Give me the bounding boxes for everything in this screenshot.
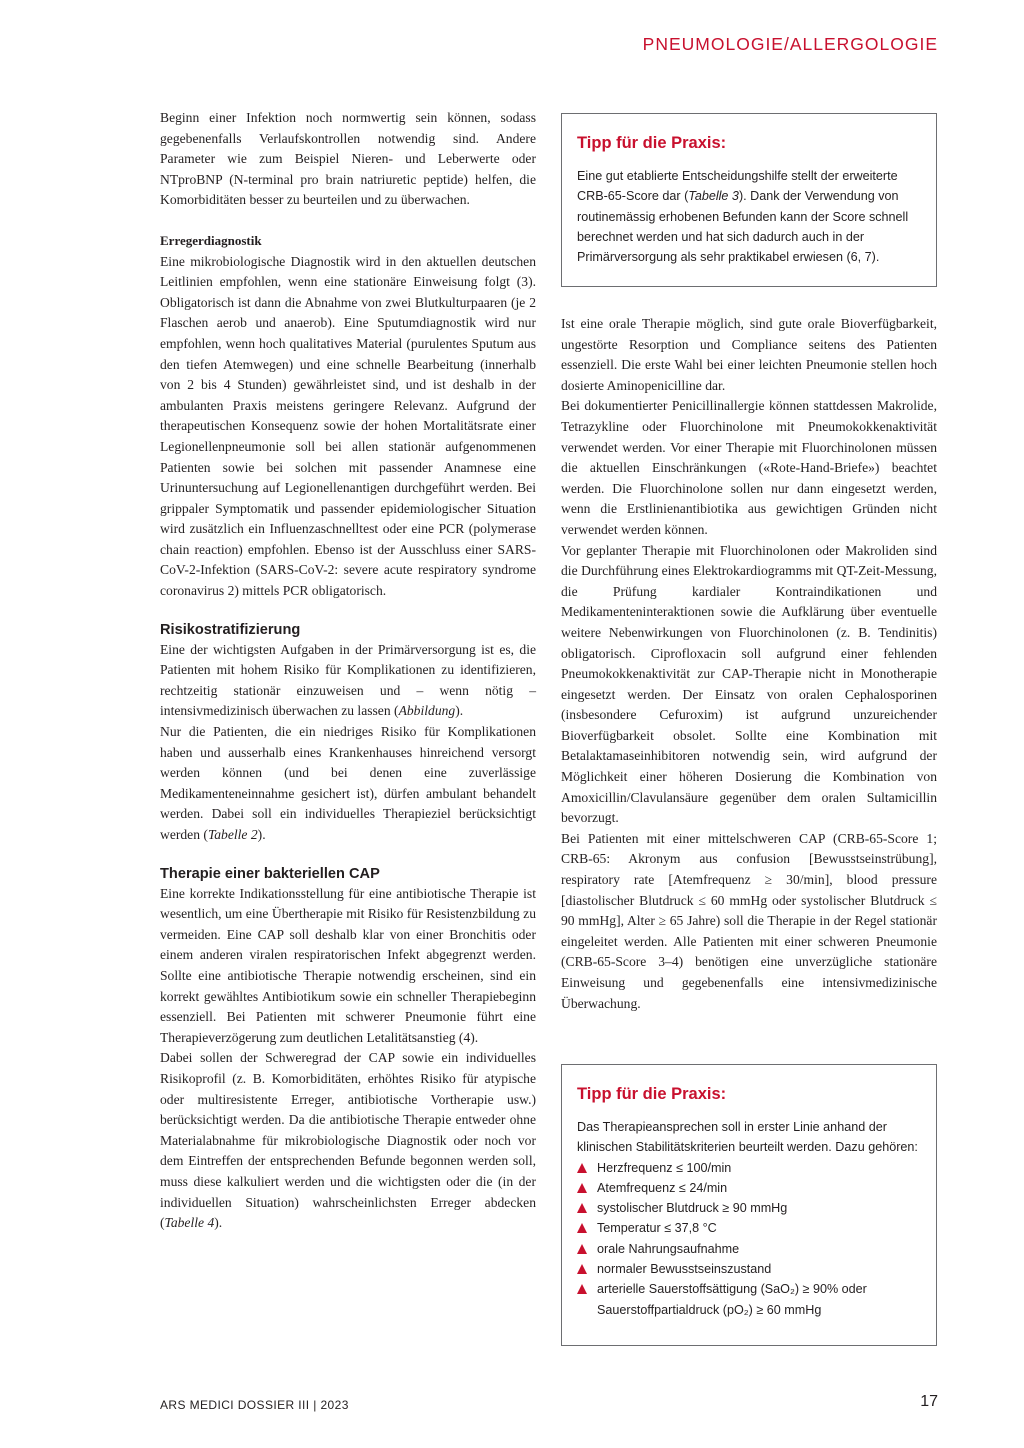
tip-box-2 bbox=[561, 1064, 937, 1346]
paragraph: Beginn einer Infektion noch normwertig sein können, sodass gegebenenfalls Verlaufskontrollen notwendig sind. Andere Parameter wie zum Beispiel Nieren- und Leberwerte oder NTproBNP (N-terminal pro brain natriuretic peptide) helfen, die Komorbiditäten besser zu beurteilen und zu überwachen. bbox=[160, 110, 536, 208]
publication-footer: ARS MEDICI DOSSIER III | 2023 bbox=[160, 1398, 349, 1412]
triangle-bullet-icon bbox=[577, 1223, 587, 1233]
left-column bbox=[160, 108, 536, 1234]
table-reference: Tabelle 2 bbox=[207, 827, 258, 842]
triangle-bullet-icon bbox=[577, 1244, 587, 1254]
right-column bbox=[561, 314, 937, 1014]
tip-box-1 bbox=[561, 113, 937, 287]
list-item: Herzfrequenz ≤ 100/min bbox=[577, 1158, 922, 1178]
triangle-bullet-icon bbox=[577, 1183, 587, 1193]
heading-risikostratifizierung: Risikostratifizierung bbox=[160, 621, 301, 638]
paragraph: Nur die Patienten, die ein niedriges Risiko für Komplikationen haben und ausserhalb eines Krankenhauses hinreichend versorgt werden können (und bei denen eine zuverlässige Medikamenteneinnahme gesichert ist), dürfen ambulant behandelt werden. Dabei soll ein individuelles Therapieziel berücksichtigt werden (Tabelle 2). bbox=[160, 724, 536, 842]
triangle-bullet-icon bbox=[577, 1163, 587, 1173]
list-item: arterielle Sauerstoffsättigung (SaO₂) ≥ 90% oder Sauerstoffpartialdruck (pO₂) ≥ 60 mmHg bbox=[577, 1279, 922, 1320]
paragraph: Dabei sollen der Schweregrad der CAP sowie ein individuelles Risikoprofil (z. B. Komorbiditäten, erhöhtes Risiko für atypische oder multiresistente Erreger, antibiotische Vortherapie usw.) berücksichtigt werden. Da die antibiotische Therapie entweder ohne Materialabnahme für mikrobiologische Diagnostik oder noch vor dem Eintreffen der entsprechenden Befunde begonnen werden soll, muss diese kalkuliert werden und die wichtigsten oder die (in der individuellen Situation) wahrscheinlichsten Erreger abdecken (Tabelle 4). bbox=[160, 1050, 536, 1231]
section-header: PNEUMOLOGIE/ALLERGOLOGIE bbox=[642, 34, 938, 54]
list-item: normaler Bewusstseinszustand bbox=[577, 1259, 922, 1279]
paragraph: Bei dokumentierter Penicillinallergie können stattdessen Makrolide, Tetrazykline oder Fluorchinolone mit Pneumokokkenaktivität verwendet werden. Vor einer Therapie mit Fluorchinolonen müssen die aktuellen Einschränkungen («Rote-Hand-Briefe») beachtet werden. Die Fluorchinolone sollen nur dann eingesetzt werden, wenn die Erstlinienantibiotika aus gewichtigen Gründen nicht verwendet werden können. bbox=[561, 398, 937, 537]
triangle-bullet-icon bbox=[577, 1203, 587, 1213]
tip-title: Tipp für die Praxis: bbox=[577, 134, 727, 152]
triangle-bullet-icon bbox=[577, 1264, 587, 1274]
figure-reference: Abbildung bbox=[398, 703, 456, 719]
subheading-erregerdiagnostik: Erregerdiagnostik bbox=[160, 232, 262, 248]
tip-text: Eine gut etablierte Entscheidungshilfe stellt der erweiterte CRB-65-Score dar (Tabelle 3). Dank der Verwendung von routinemässig erhobenen Befunden kann der Score schnell berechnet werden und hat sich dadurch auch in der Primärversorgung als sehr praktikabel erwiesen (6, 7). bbox=[577, 169, 909, 265]
paragraph: Bei Patienten mit einer mittelschweren CAP (CRB-65-Score 1; CRB-65: Akronym aus confusion [Bewusstseinstrübung], respiratory rate [Atemfrequenz ≥ 30/min], blood pressure [diastolischer Blutdruck ≤ 60 mmHg oder systolischer Blutdruck ≤ 90 mmHg], Alter ≥ 65 Jahre) soll die Therapie in der Regel stationär eingeleitet werden. Alle Patienten mit einer schweren Pneumonie (CRB-65-Score 3–4) benötigen eine unverzügliche stationäre Einweisung und gegebenenfalls eine intensivmedizinische Überwachung. bbox=[561, 830, 937, 1011]
paragraph: Eine der wichtigsten Aufgaben in der Primärversorgung ist es, die Patienten mit hohem Risiko für Komplikationen zu identifizieren, rechtzeitig stationär einzuweisen und – wenn nötig – intensivmedizinisch überwachen zu lassen (Abbildung). bbox=[160, 641, 536, 719]
table-reference: Tabelle 4 bbox=[164, 1215, 215, 1231]
stability-criteria-list bbox=[577, 1158, 922, 1320]
tip-title: Tipp für die Praxis: bbox=[577, 1085, 727, 1103]
list-item: systolischer Blutdruck ≥ 90 mmHg bbox=[577, 1198, 922, 1218]
list-item: orale Nahrungsaufnahme bbox=[577, 1239, 922, 1259]
list-item: Temperatur ≤ 37,8 °C bbox=[577, 1218, 922, 1238]
heading-therapie: Therapie einer bakteriellen CAP bbox=[160, 865, 380, 882]
table-reference: Tabelle 3 bbox=[688, 189, 739, 204]
paragraph: Eine mikrobiologische Diagnostik wird in den aktuellen deutschen Leitlinien empfohlen, wenn eine stationäre Einweisung folgt (3). Obligatorisch ist dann die Abnahme von zwei Blutkulturpaaren (je 2 Flaschen aerob und anaerob). Eine Sputumdiagnostik wird nur empfohlen, wenn hoch qualitatives Material (purulentes Sputum aus den tiefen Atemwegen) und eine schnelle Bearbeitung (innerhalb von 2 bis 4 Stunden) gewährleistet sind, und ist deshalb in der ambulanten Praxis meistens geringere Relevanz. Aufgrund der therapeutischen Konsequenz sowie der hohen Mortalitätsrate einer Legionellenpneumonie soll bei allen stationär aufgenommenen Patienten sowie bei solchen mit passender Anamnese eine Urinuntersuchung auf Legionellenantigen durchgeführt werden. Bei grippaler Symptomatik und passender epidemiologischer Situation wird zusätzlich ein Influenzaschnelltest oder eine PCR (polymerase chain reaction) empfohlen. Ebenso ist der Ausschluss einer SARS-CoV-2-Infektion (SARS-CoV-2: severe acute respiratory syndrome coronavirus 2) mittels PCR obligatorisch. bbox=[160, 253, 536, 599]
paragraph: Ist eine orale Therapie möglich, sind gute orale Bioverfügbarkeit, ungestörte Resorption und Compliance seitens des Patienten essenziell. Die erste Wahl bei einer leichten Pneumonie stellen hoch dosierte Aminopenicilline dar. bbox=[561, 316, 937, 393]
page-number: 17 bbox=[920, 1393, 938, 1410]
paragraph: Eine korrekte Indikationsstellung für eine antibiotische Therapie ist wesentlich, um eine Übertherapie mit Risiko für Resistenzbildung zu vermeiden. Eine CAP soll deshalb klar von einer Bronchitis oder einem anderen viralen respiratorischen Infekt abgegrenzt werden. Sollte eine antibiotische Therapie notwendig erscheinen, sind ein korrekt gewähltes Antibiotikum sowie ein schneller Therapiebeginn essenziell. Bei Patienten mit schwerer Pneumonie führt eine Therapieverzögerung zum deutlichen Letalitätsanstieg (4). bbox=[160, 885, 536, 1045]
triangle-bullet-icon bbox=[577, 1284, 587, 1294]
paragraph: Vor geplanter Therapie mit Fluorchinolonen oder Makroliden sind die Durchführung eines Elektrokardiogramms mit QT-Zeit-Messung, die Prüfung kardialer Kontraindikationen und Medikamenteninteraktionen sowie die Aufklärung über eventuelle weitere Nebenwirkungen von Fluorchinolonen (z. B. Tendinitis) obligatorisch. Ciprofloxacin soll aufgrund einer fehlenden Pneumokokkenaktivität zur CAP-Therapie nicht in Monotherapie eingesetzt werden. Der Einsatz von oralen Cephalosporinen (insbesondere Cefuroxim) ist aufgrund unzureichender Bioverfügbarkeit obsolet. Sollte eine Kombination mit Betalaktamaseinhibitoren notwendig sein, wird aufgrund der Möglichkeit einer höheren Dosierung die Kombination von Amoxicillin/Clavulansäure gegenüber dem oralen Sultamicillin bevorzugt. bbox=[561, 542, 937, 826]
list-item: Atemfrequenz ≤ 24/min bbox=[577, 1178, 922, 1198]
tip-intro: Das Therapieansprechen soll in erster Linie anhand der klinischen Stabilitätskriterien beurteilt werden. Dazu gehören: bbox=[577, 1120, 918, 1155]
